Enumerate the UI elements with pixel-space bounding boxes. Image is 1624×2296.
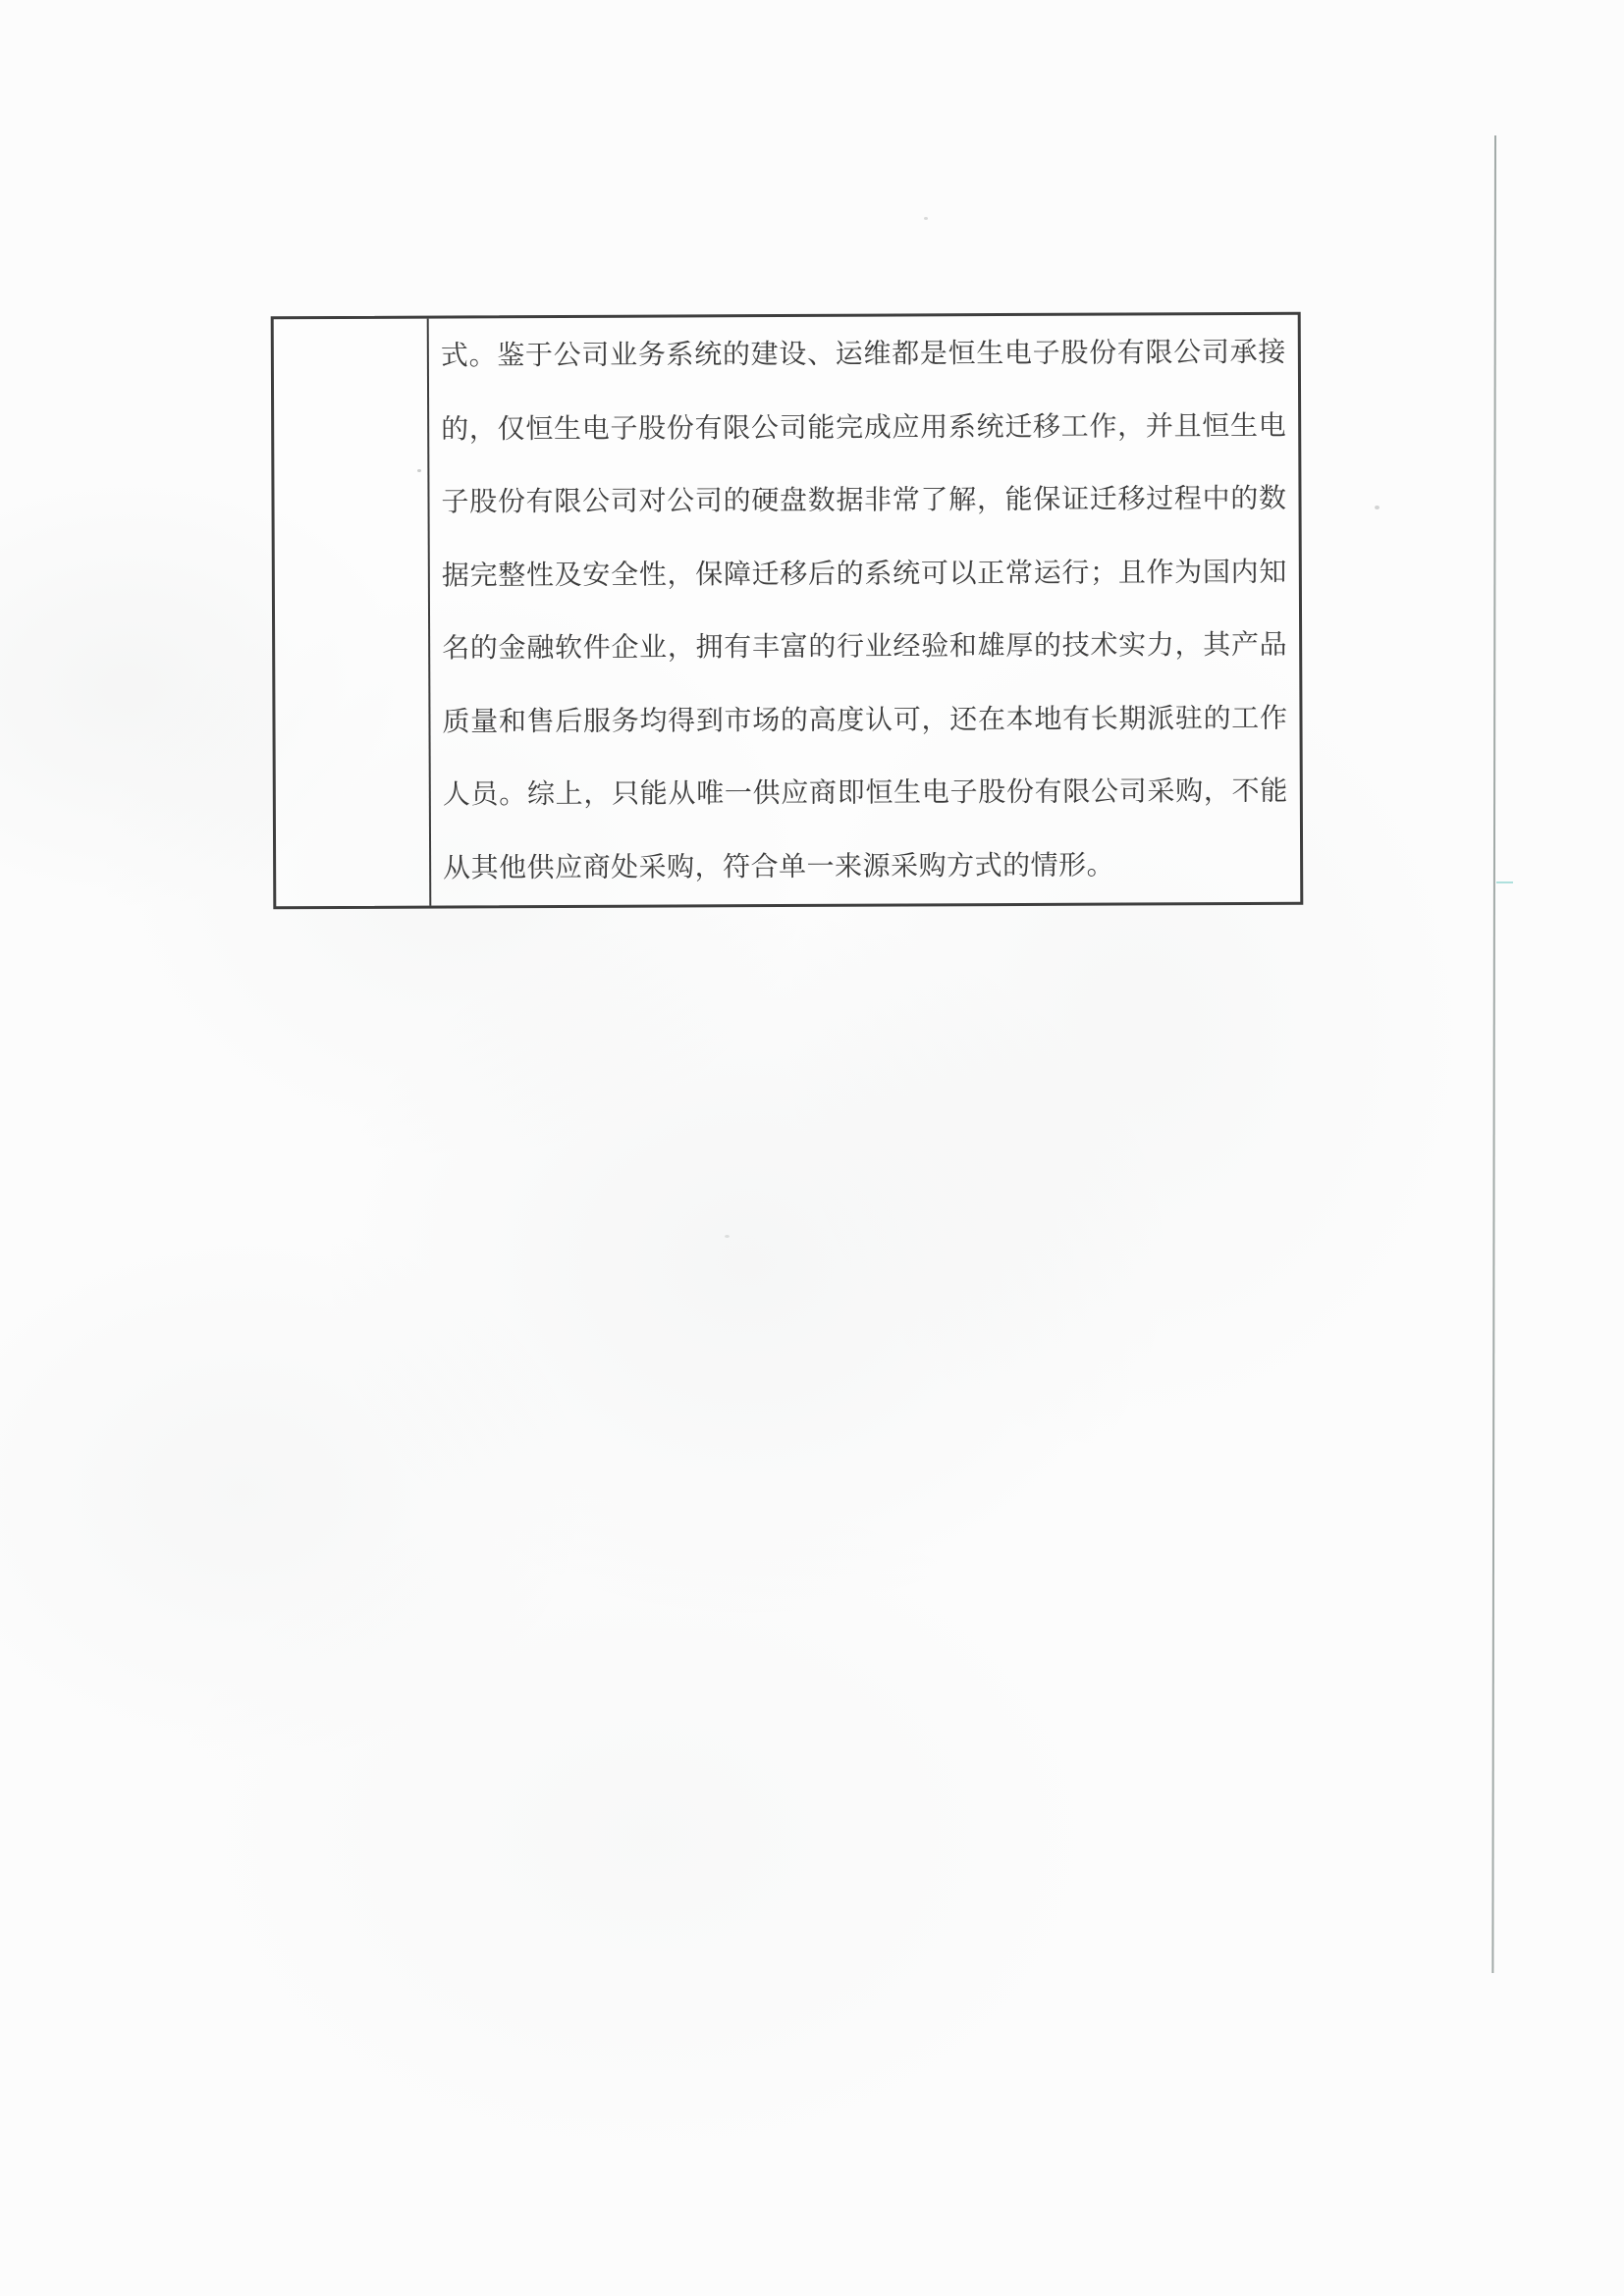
scan-right-edge-line — [1491, 135, 1496, 1973]
single-source-procurement-table — [271, 312, 1304, 910]
table-reason-text-cell — [429, 315, 1301, 906]
paragraph-line-8: 从其他供应商处采购，符合单一来源采购方式的情形。 — [443, 850, 1115, 884]
scan-speck — [1375, 506, 1380, 509]
paragraph-line-6: 质量和售后服务均得到市场的高度认可，还在本地有长期派驻的工作 — [442, 703, 1288, 738]
paragraph-line-3: 子股份有限公司对公司的硬盘数据非常了解，能保证迁移过程中的数 — [441, 483, 1287, 518]
scan-speck — [725, 1235, 730, 1238]
paragraph-line-1: 式。鉴于公司业务系统的建设、运维都是恒生电子股份有限公司承接 — [440, 337, 1286, 372]
paragraph-line-4: 据完整性及安全性，保障迁移后的系统可以正常运行；且作为国内知 — [441, 557, 1287, 592]
table-empty-label-cell — [274, 319, 432, 907]
scan-speck — [924, 217, 928, 220]
scan-cyan-tick — [1496, 881, 1513, 883]
scan-speck — [417, 469, 421, 472]
paragraph-line-7: 人员。综上，只能从唯一供应商即恒生电子股份有限公司采购，不能 — [442, 775, 1288, 811]
paragraph-line-2: 的，仅恒生电子股份有限公司能完成应用系统迁移工作，并且恒生电 — [441, 410, 1287, 446]
paragraph-line-5: 名的金融软件企业，拥有丰富的行业经验和雄厚的技术实力，其产品 — [442, 629, 1288, 665]
